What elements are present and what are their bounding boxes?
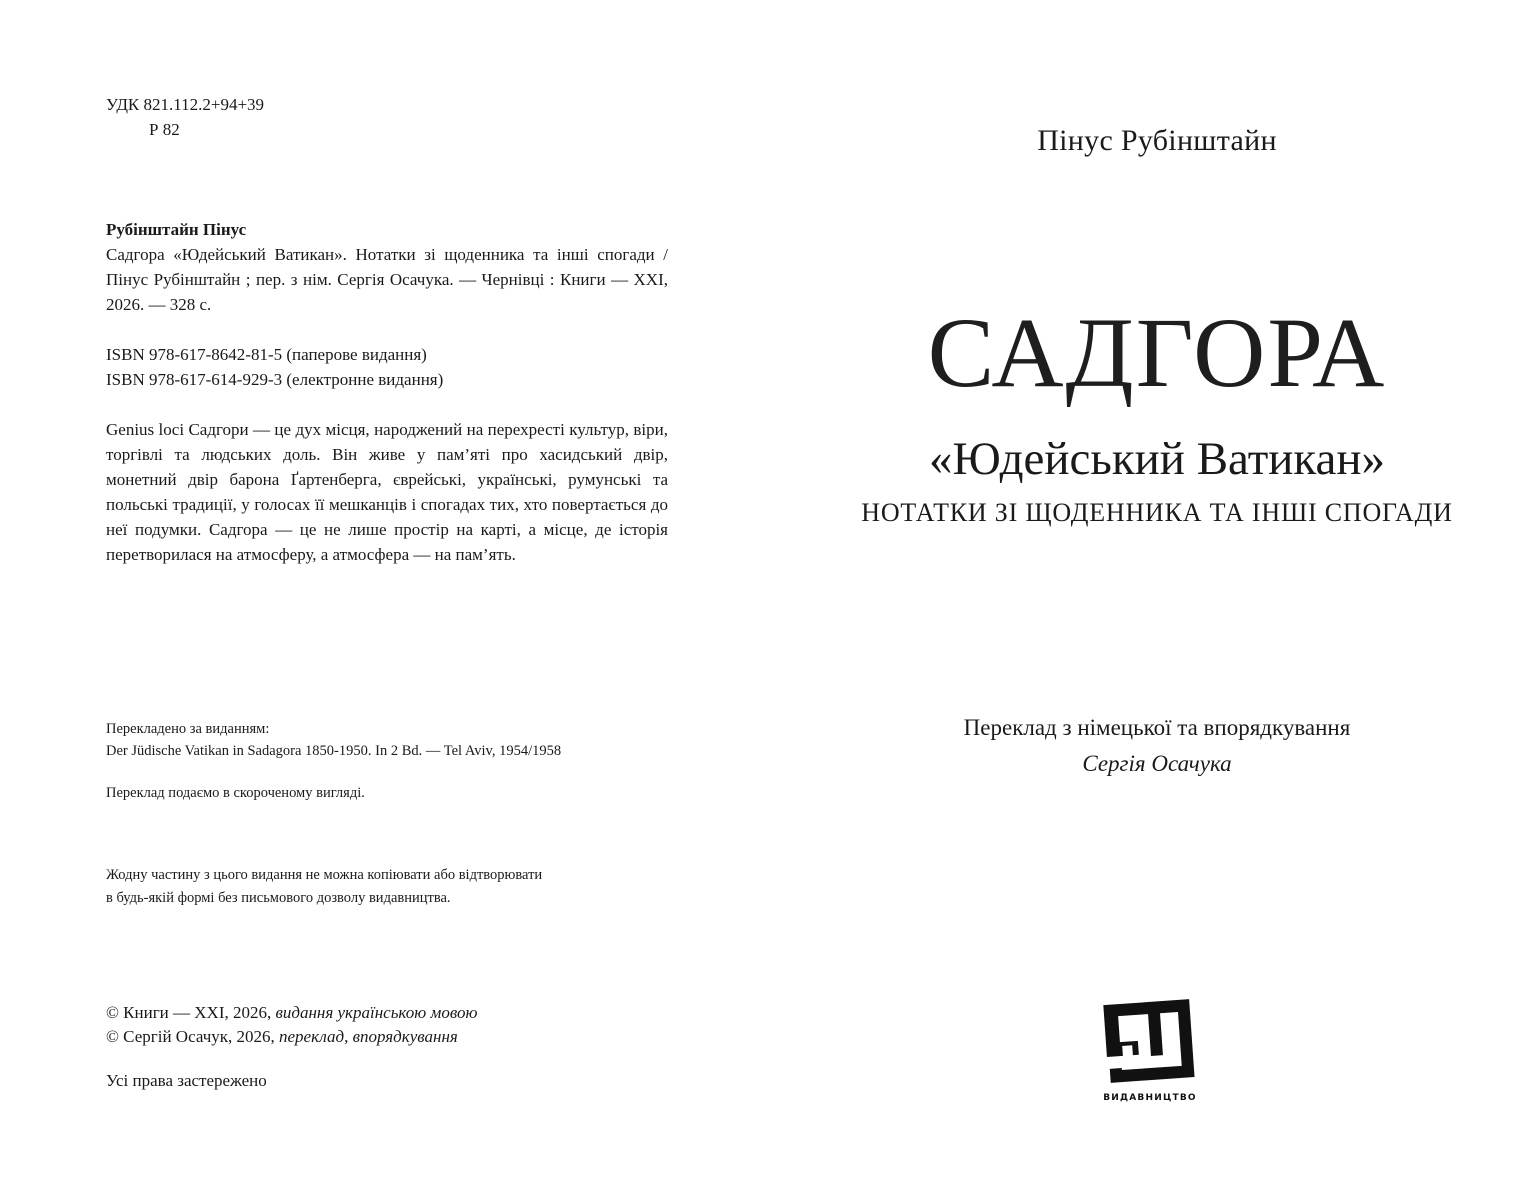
publisher-logo-text: ВИДАВНИЦТВО <box>1103 1093 1197 1103</box>
copyright-translator-text: © Сергій Осачук, 2026, <box>106 1027 280 1046</box>
copyright-publisher-note: видання українською мовою <box>275 1003 478 1022</box>
translated-from <box>106 718 686 762</box>
biblio-description: Садгора «Юдейський Ватикан». Нотатки зі щоденника та інші спогади / Пінус Рубінштайн ; пер. з нім. Сергія Осачука. — Чернівці : Книги — ХХІ, 2026. — 328 с. <box>106 245 668 314</box>
udk-block <box>106 92 264 142</box>
bibliographic-record <box>106 217 668 317</box>
translated-from-source: Der Jüdische Vatikan in Sadagora 1850-1950. In 2 Bd. — Tel Aviv, 1954/1958 <box>106 743 562 759</box>
rights-reserved: Усі права застережено <box>106 1071 267 1090</box>
publisher-logo-mark <box>1103 999 1194 1083</box>
translation-label: Переклад з німецької та впорядкування <box>963 715 1351 740</box>
title-page-author: Пінус Рубінштайн <box>1037 124 1277 157</box>
copyright-publisher-text: © Книги — ХХІ, 2026, <box>106 1003 276 1022</box>
copyright-warning <box>106 864 686 910</box>
copyright-translator-note: переклад, впорядкування <box>279 1027 458 1046</box>
biblio-author: Рубінштайн Пінус <box>106 220 247 239</box>
copyright-publisher <box>106 1001 477 1025</box>
copyright-warning-line-1: Жодну частину з цього видання не можна копіювати або відтворювати <box>106 867 543 883</box>
book-subtitle-notes: НОТАТКИ ЗІ ЩОДЕННИКА ТА ІНШІ СПОГАДИ <box>861 498 1453 527</box>
isbn-block <box>106 342 668 392</box>
translation-credit <box>857 710 1457 782</box>
copyright-block <box>106 1001 477 1049</box>
publisher-logo <box>1100 996 1200 1104</box>
book-subtitle: «Юдейський Ватикан» <box>928 433 1386 485</box>
isbn-paper: ISBN 978-617-8642-81-5 (паперове видання) <box>106 345 427 364</box>
book-title: САДГОРА <box>927 297 1387 408</box>
shortened-note: Переклад подаємо в скороченому вигляді. <box>106 785 365 801</box>
isbn-electronic: ISBN 978-617-614-929-3 (електронне видання) <box>106 370 444 389</box>
translator-name: Сергія Осачука <box>1082 751 1232 776</box>
abstract-paragraph: Genius loci Садгори — це дух місця, народжений на перехресті культур, віри, торгівлі та людських доль. Він живе у пам’яті про хасидський двір, монетний двір барона Ґартенберга, єврейські, українські, румунські та польські традиції, у голосах її мешканців і спогадах тих, хто повертається до неї подумки. Садгора — це не лише простір на карті, а місце, де історія перетворилася на атмосферу, а атмосфера — на пам’ять. <box>106 420 668 564</box>
copyright-warning-line-2: в будь-якій формі без письмового дозволу видавництва. <box>106 890 451 906</box>
copyright-translator <box>106 1025 477 1049</box>
author-sign: Р 82 <box>149 120 180 139</box>
udk-code: УДК 821.112.2+94+39 <box>106 95 265 114</box>
translated-from-label: Перекладено за виданням: <box>106 721 270 737</box>
